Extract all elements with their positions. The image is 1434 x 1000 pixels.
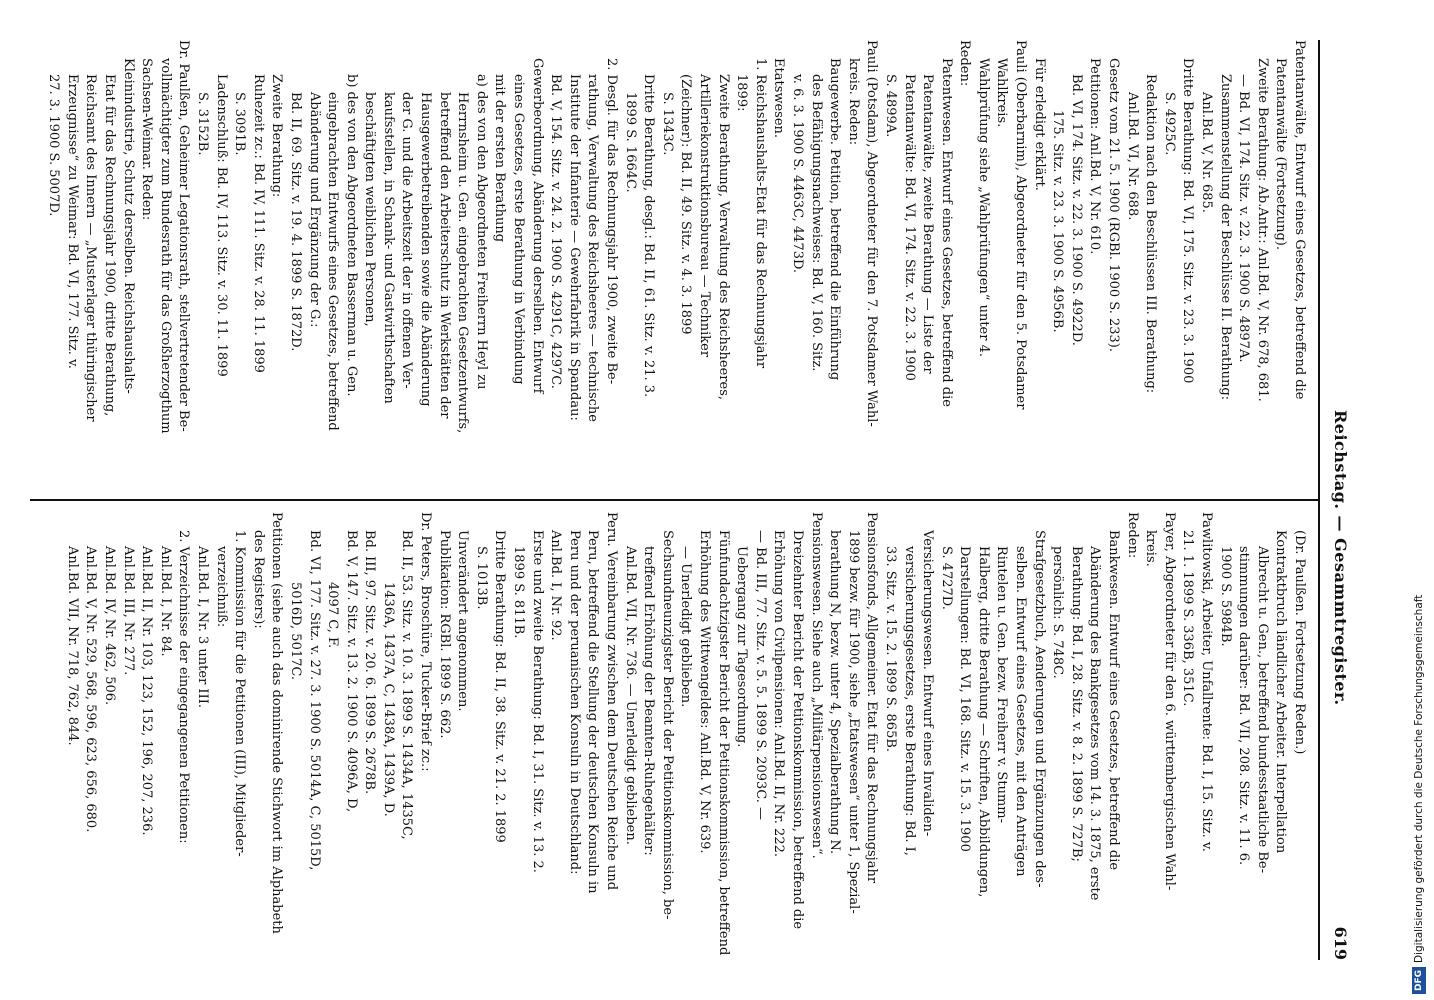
text-line: des Registers): xyxy=(250,530,266,629)
text-line: Anl.Bd. II, Nr. 103, 123, 152, 196, 207, 236. xyxy=(139,546,155,836)
text-line: (Zeichner): Bd. II, 49. Sitz. v. 4. 3. 1899 xyxy=(678,74,694,335)
text-line: Petitionen (siehe auch das dominirende Stichwort im Alphabeth xyxy=(269,512,285,934)
text-line: S. 4925C. xyxy=(1161,92,1177,156)
text-line: Payer, Abgeordneter für den 6. württembergischen Wahl- xyxy=(1161,512,1177,891)
text-line: verzeichniß: xyxy=(213,546,229,628)
text-line: 1900 S. 5984B. xyxy=(1217,546,1233,647)
text-line: des Befähigungsnachweises: Bd. V, 160. Sitz. xyxy=(808,74,824,372)
text-line: Strafgesetzbuch, Aenderungen und Ergänzungen des- xyxy=(1031,530,1047,888)
text-line: a) des von den Abgeordneten Freiherrn Heyl zu xyxy=(473,74,489,390)
text-line: Patentanwälte (Fortsetzung). xyxy=(1273,58,1289,250)
text-line: Anl.Bd. VI, Nr. 688. xyxy=(1124,92,1140,221)
text-line: Bd. II, 53. Sitz. v. 10. 3. 1899 S. 1434A, 1435C, xyxy=(399,530,415,840)
text-line: Kleinindustrie, Schutz derselben. Reichshaushalts- xyxy=(120,58,136,394)
text-line: S. 1013B. xyxy=(473,546,489,610)
text-line: Dreizehnter Bericht der Petitionskommission, betreffend die xyxy=(789,530,805,930)
text-line: Kontraktbruch ländlicher Arbeiter. Interpellation xyxy=(1273,530,1289,854)
text-line: eingebrachten Entwurfs eines Gesetzes, betreffend xyxy=(325,92,341,431)
text-line: Etat für das Rechnungsjahr 1900, dritte Berathung, xyxy=(102,74,117,417)
text-line: 1. Kommission für die Petitionen (III), Mitglieder- xyxy=(232,530,248,857)
text-line: 1899 S. 1664C. xyxy=(622,92,638,193)
page-header xyxy=(1324,40,1354,960)
left-text-column xyxy=(44,40,1308,485)
text-line: 175. Sitz. v. 23. 3. 1900 S. 4956B. xyxy=(1050,110,1066,333)
text-line: S. 3091B. xyxy=(232,92,248,156)
text-line: S. 1343C. xyxy=(659,92,675,156)
text-line: Wahlkreis. xyxy=(994,58,1010,128)
right-text-column xyxy=(62,500,1308,972)
text-line: Anl.Bd. V, Nr. 529, 568, 596, 623, 656, 680. xyxy=(83,546,99,833)
text-line: Erste und zweite Berathung: Bd. I, 31. Sitz. v. 13. 2. xyxy=(529,530,545,873)
text-line: v. 6. 3. 1900 S. 4463C, 4473D. xyxy=(789,74,805,274)
text-line: Albrecht u. Gen., betreffend bundesstaatliche Be- xyxy=(1254,546,1270,873)
footer-strip xyxy=(1404,0,1434,1000)
text-line: Anl.Bd. I, Nr. 92. xyxy=(548,530,564,641)
text-line: Ruhezeit zc.: Bd. IV, 111. Sitz. v. 28. 11. 1899 xyxy=(250,74,266,373)
text-line: Erhöhung von Civilpensionen: Anl.Bd. II, Nr. 222. xyxy=(771,530,787,858)
text-line: Anl.Bd. I, Nr. 84. xyxy=(157,546,173,657)
text-line: Für erledigt erklärt. xyxy=(1031,58,1047,191)
text-line: 1899: xyxy=(734,74,750,112)
text-line: Pawlitowski, Arbeiter, Unfallrente: Bd. I, 15. Sitz. v. xyxy=(1199,512,1215,852)
text-line: Zusammenstellung der Beschlüsse II. Berathung: xyxy=(1217,74,1233,401)
text-line: Rintelen u. Gen. bezw. Freiherr v. Stumm- xyxy=(994,546,1010,823)
text-line: Reden: xyxy=(957,40,973,87)
text-line: Herrnsheim u. Gen. eingebrachten Gesetzentwurfs, xyxy=(455,92,471,434)
text-line: beschäftigten weiblichen Personen, xyxy=(362,92,378,327)
text-line: Baugewerbe. Petition, betreffend die Einführung xyxy=(827,58,843,381)
text-line: 21. 1. 1899 S. 336B, 351C. xyxy=(1180,530,1196,707)
text-line: eines Gesetzes, erste Berathung in Verbindung xyxy=(511,74,527,385)
text-line: Bd. VI, 174. Sitz. v. 22. 3. 1900 S. 4922D. xyxy=(1068,74,1084,346)
text-line: Anl.Bd. IV, Nr. 462, 506. xyxy=(102,546,117,706)
text-line: Patentanwälte: Bd. VI, 174. Sitz. v. 22. 3. 1900 xyxy=(901,74,917,381)
text-line: Bd. III, 97. Sitz. v. 20. 6. 1899 S. 2678B. xyxy=(362,530,378,795)
text-line: Artilleriekonstruktionsbureau — Techniker xyxy=(697,74,712,358)
text-line: Etatswesen. xyxy=(771,58,787,139)
text-line: Patentanwälte, Entwurf eines Gesetzes, betreffend die xyxy=(1292,40,1307,400)
text-line: Abänderung des Bankgesetzes vom 14. 3. 1875, erste xyxy=(1087,546,1103,901)
text-line: Dr. Peters, Broschüre, Tucker-Brief zc.: xyxy=(418,512,434,772)
text-line: Bd. V, 154. Sitz. v. 24. 2. 1900 S. 4291C, 4297C. xyxy=(548,74,564,389)
text-line: Anl.Bd. VII, Nr. 736. — Unerledigt geblieben. xyxy=(622,546,638,845)
text-line: Versicherungswesen. Entwurf eines Invaliden- xyxy=(920,530,936,837)
text-line: rathung, Verwaltung des Reichsheeres — technische xyxy=(585,74,601,422)
text-line: 2. Verzeichnisse der eingegangenen Petitionen: xyxy=(176,530,192,844)
text-line: Peru und der peruanischen Konsuln in Deutschland: xyxy=(566,530,582,875)
text-line: kaufsstellen, in Schank- und Gastwirthschaften xyxy=(380,92,396,404)
text-line: Bd. II, 69. Sitz. v. 19. 4. 1899 S. 1872D. xyxy=(287,92,303,352)
text-line: Pauli (Potsdam), Abgeordneter für den 7. Potsdamer Wahl- xyxy=(864,40,880,427)
text-line: Dritte Berathung: Bd. VI, 175. Sitz. v. 23. 3. 1900 xyxy=(1180,58,1196,384)
text-line: Pensionswesen. Siehe auch „Militärpensionswesen“. xyxy=(808,512,824,859)
text-line: S. 4899A. xyxy=(882,74,898,138)
text-line: Patentwesen. Entwurf eines Gesetzes, betreffend die xyxy=(938,58,954,407)
text-line: Dr. Paulßen, Geheimer Legationsrath, stellvertretender Be- xyxy=(176,40,192,432)
text-line: Ladenschluß: Bd. IV, 113. Sitz. v. 30. 11. 1899 xyxy=(213,74,229,377)
text-line: Fünfundachtzigster Bericht der Petitionskommission, betreffend xyxy=(715,530,731,956)
text-line: stimmungen darüber: Bd. VII, 208. Sitz. v. 11. 6. xyxy=(1236,546,1252,866)
page-title: Reichstag. — Gesammtregister. xyxy=(1331,410,1350,706)
text-line: Pensionsfonds, Allgemeiner. Etat für das Rechnungsjahr xyxy=(864,512,880,884)
text-line: — Bd. VI, 174. Sitz. v. 22. 3. 1900 S. 4897A. xyxy=(1236,74,1252,363)
text-line: Institute der Infanterie — Gewehrfabrik in Spandau: xyxy=(566,74,582,421)
text-line: Anl.Bd. I, Nr. 3 unter III. xyxy=(194,546,210,708)
text-line: Anl.Bd. V, Nr. 685. xyxy=(1199,92,1215,213)
text-line: — Unerledigt geblieben. xyxy=(678,546,694,708)
text-line: 2. Desgl. für das Rechnungsjahr 1900, zweite Be- xyxy=(604,58,620,385)
text-line: Darstellungen: Bd. VI, 168. Sitz. v. 15. 3. 1900 xyxy=(957,546,973,852)
footer-credit xyxy=(1404,0,1434,1000)
text-line: Gewerbeordnung, Abänderung derselben. Entwurf xyxy=(529,58,545,394)
text-line: Dritte Berathung, desgl.: Bd. II, 61. Sitz. v. 21. 3. xyxy=(641,74,657,398)
text-line: treffend Erhöhung der Beamten-Ruhegehälter: xyxy=(641,546,657,856)
text-line: Unverändert angenommen. xyxy=(455,530,471,712)
text-line: Bd. V, 147. Sitz. v. 13. 2. 1900 S. 4096A, D, xyxy=(343,530,359,813)
text-line: 27. 3. 1900 S. 5007D. xyxy=(46,74,62,217)
dfg-logo: DFG xyxy=(1412,967,1426,994)
text-line: 33. Sitz. v. 15. 2. 1899 S. 865B. xyxy=(882,546,898,753)
text-line: Petitionen: Anl.Bd. V, Nr. 610. xyxy=(1087,58,1103,255)
text-line: (Dr. Paulßen. Fortsetzung Reden.) xyxy=(1292,530,1307,755)
text-line: selben. Entwurf eines Gesetzes, mit den Anträgen xyxy=(1013,546,1029,877)
text-line: 1. Reichshaushalts-Etat für das Rechnungsjahr xyxy=(752,58,768,369)
text-line: 1899 bezw. für 1900, siehe „Etatswesen“ unter 1, Spezial- xyxy=(845,530,861,914)
text-line: kreis. Reden: xyxy=(845,58,861,146)
text-line: 5016D, 5017C. xyxy=(287,582,303,681)
text-line: der G. und die Arbeitszeit der in offenen Ver- xyxy=(399,92,415,389)
text-line: Berathung: Bd. I, 28. Sitz. v. 8. 2. 1899 S. 727B; xyxy=(1068,546,1084,862)
text-line: Gesetz vom 21. 5. 1900 (RGBl. 1900 S. 233). xyxy=(1106,58,1122,352)
text-line: Publikation: RGBl. 1899 S. 662. xyxy=(436,530,452,739)
text-line: Bankwesen. Entwurf eines Gesetzes, betreffend die xyxy=(1106,530,1122,871)
text-line: Patentanwälte, zweite Berathung — Liste der xyxy=(920,74,936,374)
text-line: S. 3152B. xyxy=(194,92,210,156)
text-line: Sachsen-Weimar. Reden: xyxy=(139,58,155,221)
text-line: Erzeugnisse“ zu Weimar: Bd. VI, 177. Sitz. v. xyxy=(64,74,80,369)
text-line: Zweite Berathung: Ab.Antr.: Anl.Bd. V, Nr. 678, 681. xyxy=(1254,58,1270,402)
text-line: Abänderung und Ergänzung der G.: xyxy=(306,92,322,328)
text-line: Reichsamt des Innern — „Musterlager thüringischer xyxy=(83,74,99,422)
text-line: Reden: xyxy=(1124,512,1140,559)
text-line: 1899 S. 811B. xyxy=(511,546,527,639)
text-line: mit der ersten Berathung xyxy=(492,74,508,243)
footer-credit-text: Digitalisierung gefördert durch die Deutsche Forschungsgemeinschaft xyxy=(1413,594,1425,963)
text-line: Anl.Bd. VII, Nr. 718, 762, 844. xyxy=(64,546,80,746)
page-number: 619 xyxy=(1331,926,1350,960)
text-line: — Bd. III, 77. Sitz. v. 5. 5. 1899 S. 2093C. — xyxy=(752,530,768,821)
text-line: Halberg, dritte Berathung — Schriften, Abbildungen, xyxy=(975,546,991,898)
text-line: kreis. xyxy=(1143,530,1159,567)
text-line: Hausgewerbetreibenden sowie die Abänderung xyxy=(418,92,434,407)
text-line: Redaktion nach den Beschlüssen III. Berathung: xyxy=(1143,74,1159,394)
text-line: persönlich: S. 748C. xyxy=(1050,546,1066,679)
text-line: Sechsundneunzigster Bericht der Petitionskommission, be- xyxy=(659,530,675,920)
text-line: vollmächtigter zum Bundesrath für das Großherzogthum xyxy=(157,58,173,434)
text-line: Dritte Berathung: Bd. II, 38. Sitz. v. 21. 2. 1899 xyxy=(492,530,508,843)
text-line: Peru. Vereinbarung zwischen dem Deutschen Reiche und xyxy=(604,512,620,891)
text-line: Bd. VI, 177. Sitz. v. 27. 3. 1900 S. 5014A, C, 5015D, xyxy=(306,530,322,871)
text-line: Zweite Berathung, Verwaltung des Reichsheeres, xyxy=(715,74,731,401)
text-line: b) des von den Abgeordneten Basserman u. Gen. xyxy=(343,74,359,397)
text-line: berathung N, bezw. unter 4, Spezialberathung N. xyxy=(827,530,843,855)
text-line: Pauli (Oberbarnim), Abgeordneter für den 5. Potsdamer xyxy=(1013,40,1029,410)
header-rule xyxy=(1318,40,1320,960)
text-line: Anl.Bd. III, Nr. 277. xyxy=(120,546,136,676)
text-line: Uebergang zur Tagesordnung. xyxy=(734,546,750,748)
text-line: Erhöhung des Wittwengeldes: Anl.Bd. V, Nr. 639. xyxy=(697,530,712,854)
text-line: 1436A, 1437A, C, 1438A, 1439A, D. xyxy=(380,582,396,817)
text-line: 4097 C, F. xyxy=(325,582,341,649)
text-line: versicherungsgesetzes, erste Berathung: Bd. I, xyxy=(901,546,917,856)
text-line: S. 4727D. xyxy=(938,546,954,610)
text-line: betreffend den Arbeiterschutz in Werkstätten der xyxy=(436,92,452,419)
text-line: Wahlprüfung siehe „Wahlprüfungen“ unter 4. xyxy=(975,58,991,357)
text-line: Zweite Berathung: xyxy=(269,74,285,198)
text-line: Peru, betreffend die Stellung der deutschen Konsuln in xyxy=(585,530,601,894)
